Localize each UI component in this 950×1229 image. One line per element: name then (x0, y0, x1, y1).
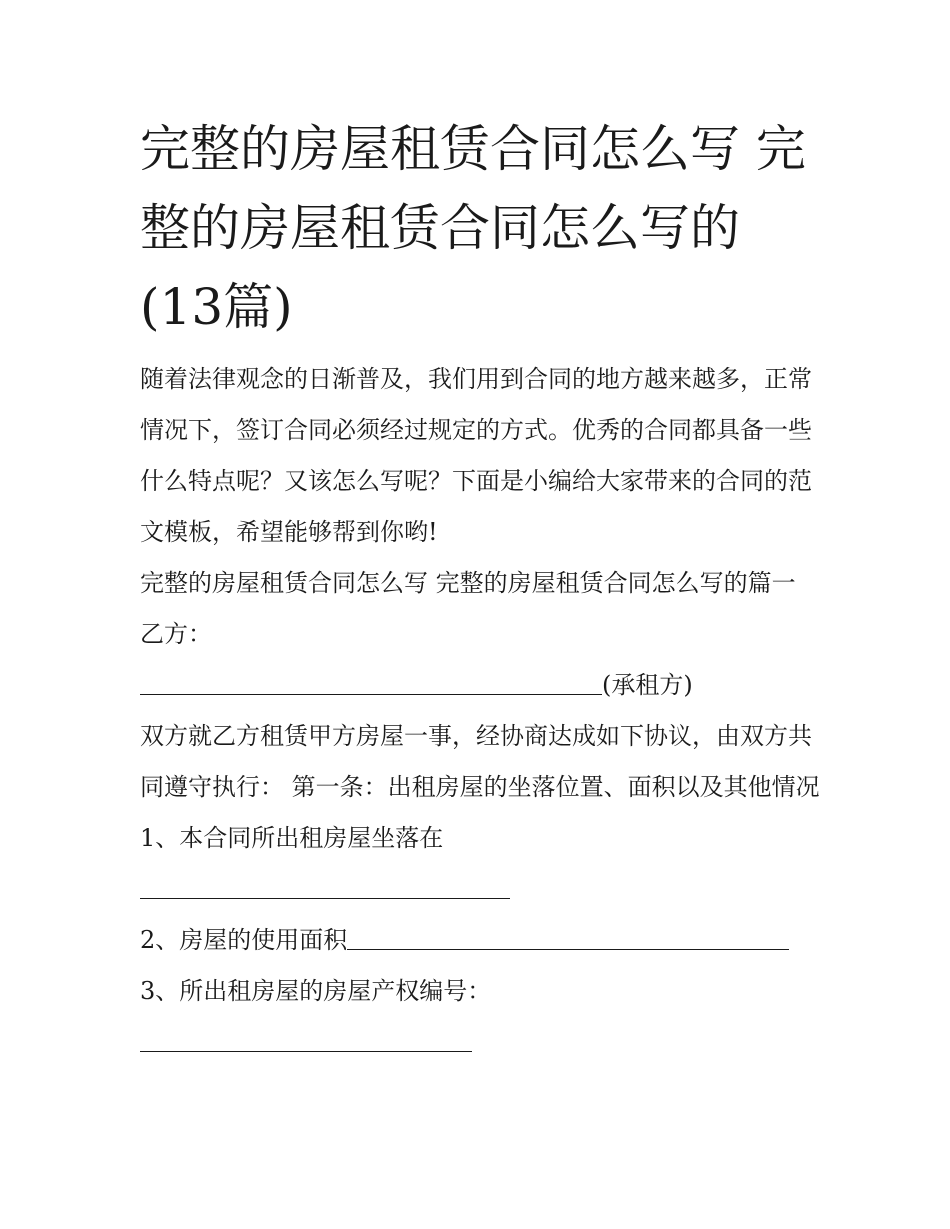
intro-paragraph: 随着法律观念的日渐普及，我们用到合同的地方越来越多，正常情况下，签订合同必须经过规定的方式。优秀的合同都具备一些什么特点呢？又该怎么写呢？下面是小编给大家带来的合同的范文模板，希望能够帮到你哟! (140, 365, 812, 546)
item-2-label: 2、房屋的使用面积 (140, 926, 348, 954)
item-2-blank (347, 915, 789, 950)
document-body (140, 354, 820, 1068)
document-title: 完整的房屋租赁合同怎么写 完整的房屋租赁合同怎么写的(13篇) (140, 120, 806, 336)
item-1-label: 1、本合同所出租房屋坐落在 (140, 824, 444, 852)
item-2-line (140, 915, 820, 966)
item-1-blank (140, 864, 510, 899)
item-3-line (140, 1017, 820, 1068)
tenant-blank (140, 660, 602, 695)
agreement-paragraph: 双方就乙方租赁甲方房屋一事，经协商达成如下协议，由双方共同遵守执行： 第一条：出租房屋的坐落位置、面积以及其他情况 (140, 722, 820, 801)
tenant-suffix: (承租方) (602, 671, 693, 699)
item-1-line (140, 864, 820, 915)
tenant-line (140, 660, 820, 711)
item-3-label: 3、所出租房屋的房屋产权编号： (140, 977, 492, 1005)
section-heading: 完整的房屋租赁合同怎么写 完整的房屋租赁合同怎么写的篇一 乙方： (140, 569, 796, 648)
item-3-blank (140, 1017, 472, 1052)
